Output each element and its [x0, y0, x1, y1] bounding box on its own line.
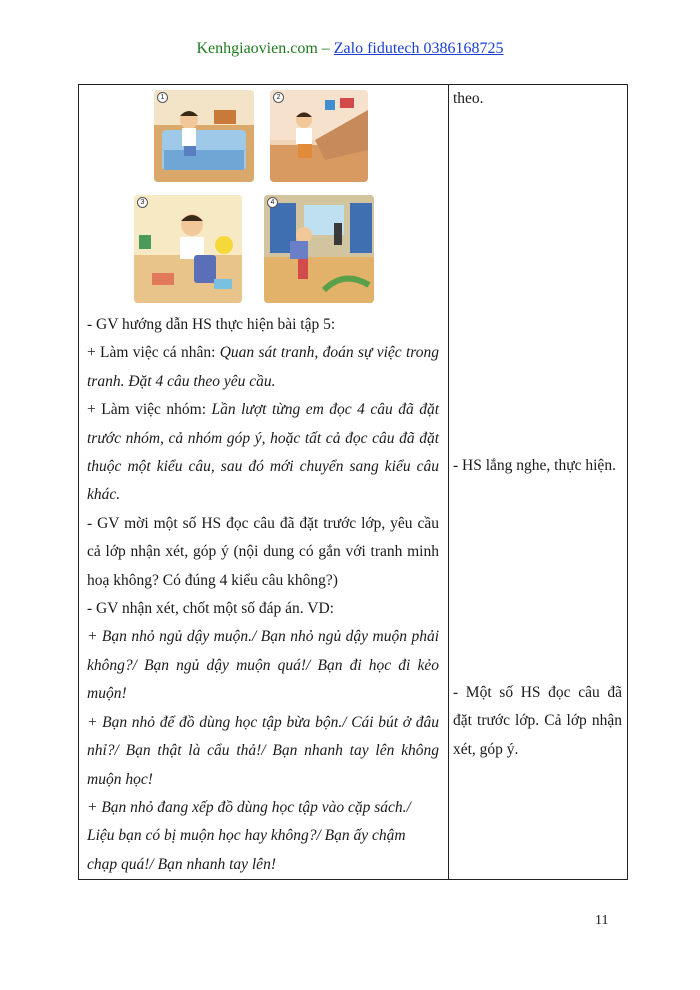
illustration-2: [270, 90, 368, 182]
activity-group-label: + Làm việc nhóm:: [87, 401, 212, 419]
example-answer-2: + Bạn nhỏ để đồ dùng học tập bừa bộn./ Cái bút ở đâu nhỉ?/ Bạn thật là cẩu thả!/ Bạn nhanh tay lên không muộn học!: [87, 713, 439, 788]
activity-conclude: - GV nhận xét, chốt một số đáp án. VD:: [87, 600, 334, 618]
contact-link[interactable]: Zalo fidutech 0386168725: [333, 40, 504, 57]
activity-group: [87, 396, 439, 510]
student-response-3: [453, 679, 622, 764]
activity-intro: - GV hướng dẫn HS thực hiện bài tập 5:: [87, 316, 336, 333]
activity-individual-label: + Làm việc cá nhân:: [87, 344, 220, 362]
teacher-activities: [87, 311, 439, 879]
page-header: [0, 40, 700, 58]
header-separator: –: [317, 40, 334, 57]
example-answer-1: + Bạn nhỏ ngủ dậy muộn./ Bạn nhỏ ngủ dậy muộn phải không?/ Bạn ngủ dậy muộn quá!/ Bạn đi học đi kẻo muộn!: [87, 628, 439, 703]
student-response-1: [453, 85, 622, 113]
activity-individual: [87, 339, 439, 396]
student-response-2-text: - HS lắng nghe, thực hiện.: [453, 457, 616, 474]
activity-group-text: Lần lượt từng em đọc 4 câu đã đặt trước nhóm, cả nhóm góp ý, hoặc tất cả đọc câu đã đặt thuộc một kiểu câu, sau đó mới chuyển sang kiểu câu khác.: [87, 401, 439, 504]
lesson-table: [78, 84, 628, 880]
illustration-1-drawing: [154, 90, 254, 182]
illustration-grid: [140, 90, 369, 305]
student-response-3-text: - Một số HS đọc câu đã đặt trước lớp. Cả lớp nhận xét, góp ý.: [453, 684, 622, 758]
student-response-1-text: theo.: [453, 90, 484, 107]
activity-read-aloud: - GV mời một số HS đọc câu đã đặt trước lớp, yêu cầu cả lớp nhận xét, góp ý (nội dung có gắn với tranh minh hoạ không? Có đúng 4 kiểu câu không?): [87, 514, 439, 589]
illustration-3: [134, 195, 242, 303]
illustration-4-number: 4: [267, 197, 278, 208]
example-answer-3: + Bạn nhỏ đang xếp đồ dùng học tập vào cặp sách./ Liệu bạn có bị muộn học hay không?/ Bạn ấy chậm chạp quá!/ Bạn nhanh tay lên!: [87, 798, 411, 873]
site-name: Kenhgiaovien.com: [196, 40, 318, 57]
column-separator: [448, 85, 449, 879]
illustration-1-number: 1: [157, 92, 168, 103]
illustration-4: [264, 195, 374, 303]
student-response-2: [453, 452, 622, 480]
illustration-1: [154, 90, 254, 182]
illustration-2-number: 2: [273, 92, 284, 103]
illustration-3-drawing: [134, 195, 242, 303]
illustration-3-number: 3: [137, 197, 148, 208]
page-number: 11: [595, 913, 609, 928]
illustration-2-drawing: [270, 90, 368, 182]
activity-individual-text: Quan sát tranh, đoán sự việc trong tranh. Đặt 4 câu theo yêu cầu.: [87, 344, 439, 390]
illustration-4-drawing: [264, 195, 374, 303]
